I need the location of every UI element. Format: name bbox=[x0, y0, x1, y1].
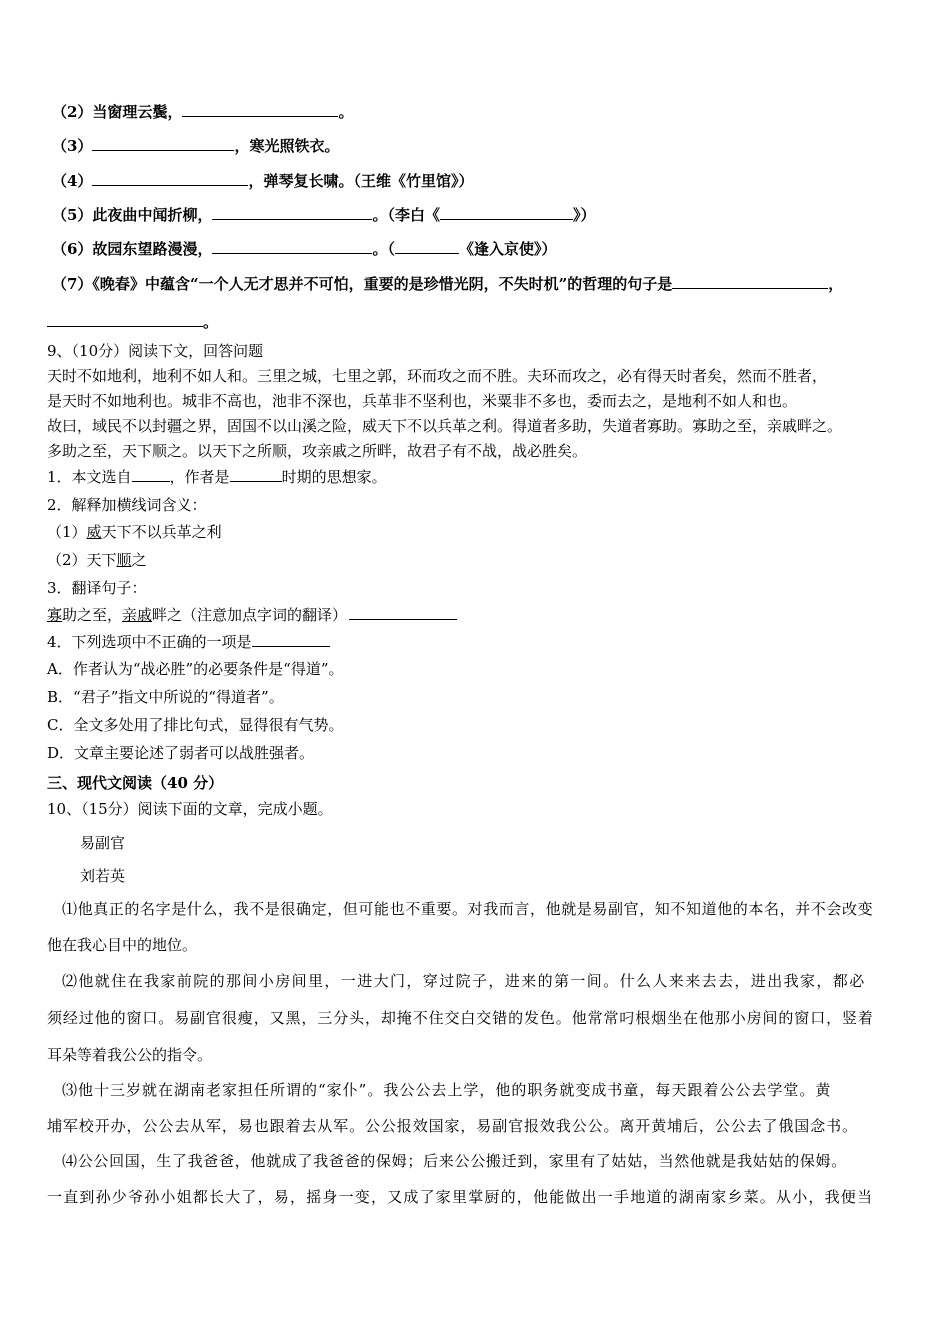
question-text: 天下不以兵革之利 bbox=[101, 523, 222, 541]
answer-blank[interactable] bbox=[132, 467, 170, 482]
answer-blank[interactable] bbox=[212, 205, 372, 220]
answer-blank[interactable] bbox=[92, 136, 234, 151]
passage-line: 天时不如地利，地利不如人和。三里之城，七里之郭，环而攻之而不胜。夫环而攻之，必有得天时者矣，然而不胜者， bbox=[47, 367, 828, 385]
sub-question-2-1 bbox=[47, 522, 222, 542]
article-line: ⑴他真正的名字是什么，我不是很确定，但可能也不重要。对我而言，他就是易副官，知不知道他的本名，并不会改变 bbox=[62, 900, 874, 918]
passage-line: 多助之至，天下顺之。以天下之所顺，攻亲戚之所畔，故君子有不战，战必胜矣。 bbox=[47, 442, 588, 460]
underlined-word: 寡 bbox=[47, 606, 63, 624]
answer-blank[interactable] bbox=[349, 605, 457, 620]
option-b: B．“君子”指文中所说的“得道者”。 bbox=[47, 688, 284, 706]
article-line: 一直到孙少爷孙小姐都长大了，易，摇身一变，又成了家里掌厨的，他能做出一手地道的湖南家乡菜。从小，我便当 bbox=[47, 1188, 874, 1206]
fill-question-7-cont bbox=[47, 312, 218, 332]
question-text: 《逢入京使》） bbox=[458, 240, 557, 258]
question-text: 畔之（注意加点字词的翻译） bbox=[152, 606, 348, 624]
article-line: 须经过他的窗口。易副官很瘦，又黑，三分头，却掩不住交白交错的发色。他常常叼根烟坐在他那小房间的窗口，竖着 bbox=[47, 1009, 874, 1027]
sub-question-1 bbox=[47, 467, 387, 487]
question-text: 之 bbox=[131, 551, 147, 569]
question-text: 。（李白《 bbox=[372, 206, 440, 224]
option-d: D．文章主要论述了弱者可以战胜强者。 bbox=[47, 744, 315, 762]
question-text: ，寒光照铁衣。 bbox=[234, 137, 340, 155]
sub-question-3-title: 3．翻译句子： bbox=[47, 579, 147, 597]
question-text: （2）当窗理云鬓， bbox=[52, 103, 183, 121]
sub-question-2-2 bbox=[47, 550, 147, 570]
underlined-word: 亲戚 bbox=[122, 606, 153, 624]
question-text: 1．本文选自 bbox=[47, 468, 132, 486]
article-line: 耳朵等着我公公的指令。 bbox=[47, 1046, 213, 1064]
passage-line: 故曰，域民不以封疆之界，固国不以山溪之险，威天下不以兵革之利。得道者多助，失道者寡助。寡助之至，亲戚畔之。 bbox=[47, 417, 843, 435]
fill-question-7 bbox=[52, 274, 843, 294]
option-c: C．全文多处用了排比句式，显得很有气势。 bbox=[47, 716, 344, 734]
fill-question-3 bbox=[52, 136, 339, 156]
question-text: （6）故园东望路漫漫， bbox=[52, 240, 213, 258]
sub-question-2-title: 2．解释加横线词含义： bbox=[47, 496, 207, 514]
question-text: （7）《晚春》中蕴含“一个人无才思并不可怕，重要的是珍惜光阴，不失时机”的哲理的句子是 bbox=[52, 275, 673, 293]
fill-question-4 bbox=[52, 171, 473, 191]
question-text: （3） bbox=[52, 137, 93, 155]
question-text: ，作者是 bbox=[169, 468, 230, 486]
question-text: 》） bbox=[572, 206, 596, 224]
question-9-header: 9、（10分）阅读下文，回答问题 bbox=[47, 342, 264, 360]
answer-blank[interactable] bbox=[672, 274, 828, 289]
sub-question-3-sentence bbox=[47, 605, 457, 625]
question-text: 助之至， bbox=[62, 606, 123, 624]
article-title: 易副官 bbox=[80, 834, 126, 852]
article-line: 埔军校开办，公公去从军，易也跟着去从军。公公报效国家，易副官报效我公公。离开黄埔后，公公去了俄国念书。 bbox=[47, 1117, 858, 1135]
question-text: 。 bbox=[338, 103, 354, 121]
answer-blank[interactable] bbox=[92, 171, 248, 186]
question-text: （5）此夜曲中闻折柳， bbox=[52, 206, 213, 224]
question-text: 。 bbox=[203, 313, 219, 331]
sub-question-4-title bbox=[47, 632, 330, 652]
article-line: ⑶他十三岁就在湖南老家担任所谓的“家仆”。我公公去上学，他的职务就变成书童，每天跟着公公去学堂。黄 bbox=[62, 1081, 832, 1099]
article-author: 刘若英 bbox=[80, 867, 126, 885]
question-text: 时期的思想家。 bbox=[281, 468, 387, 486]
article-line: 他在我心目中的地位。 bbox=[47, 936, 198, 954]
question-10-header: 10、（15分）阅读下面的文章，完成小题。 bbox=[47, 800, 333, 818]
underlined-word: 顺 bbox=[116, 551, 132, 569]
fill-question-5 bbox=[52, 205, 595, 225]
answer-blank[interactable] bbox=[182, 102, 338, 117]
question-text: （2）天下 bbox=[47, 551, 117, 569]
question-text: ， bbox=[828, 275, 844, 293]
question-text: （4） bbox=[52, 172, 93, 190]
option-a: A．作者认为“战必胜”的必要条件是“得道”。 bbox=[47, 660, 344, 678]
answer-blank[interactable] bbox=[212, 239, 372, 254]
underlined-word: 威 bbox=[86, 523, 102, 541]
answer-blank[interactable] bbox=[440, 205, 573, 220]
fill-question-6 bbox=[52, 239, 556, 259]
article-line: ⑵他就住在我家前院的那间小房间里，一进大门，穿过院子，进来的第一间。什么人来来去去，进出我家，都必 bbox=[62, 972, 866, 990]
answer-blank[interactable] bbox=[230, 467, 282, 482]
fill-question-2 bbox=[52, 102, 353, 122]
question-text: 4．下列选项中不正确的一项是 bbox=[47, 633, 252, 651]
section-title: 三、现代文阅读（40 分） bbox=[47, 774, 224, 792]
question-text: ，弹琴复长啸。（王维《竹里馆》） bbox=[248, 172, 474, 190]
question-text: 。（ bbox=[372, 240, 395, 258]
answer-blank[interactable] bbox=[395, 239, 459, 254]
question-text: （1） bbox=[47, 523, 87, 541]
answer-blank[interactable] bbox=[47, 312, 203, 327]
answer-blank[interactable] bbox=[252, 632, 330, 647]
article-line: ⑷公公回国，生了我爸爸，他就成了我爸爸的保姆；后来公公搬迁到，家里有了姑姑，当然他就是我姑姑的保姆。 bbox=[62, 1152, 848, 1170]
passage-line: 是天时不如地利也。城非不高也，池非不深也，兵革非不坚利也，米粟非不多也，委而去之，是地利不如人和也。 bbox=[47, 392, 798, 410]
